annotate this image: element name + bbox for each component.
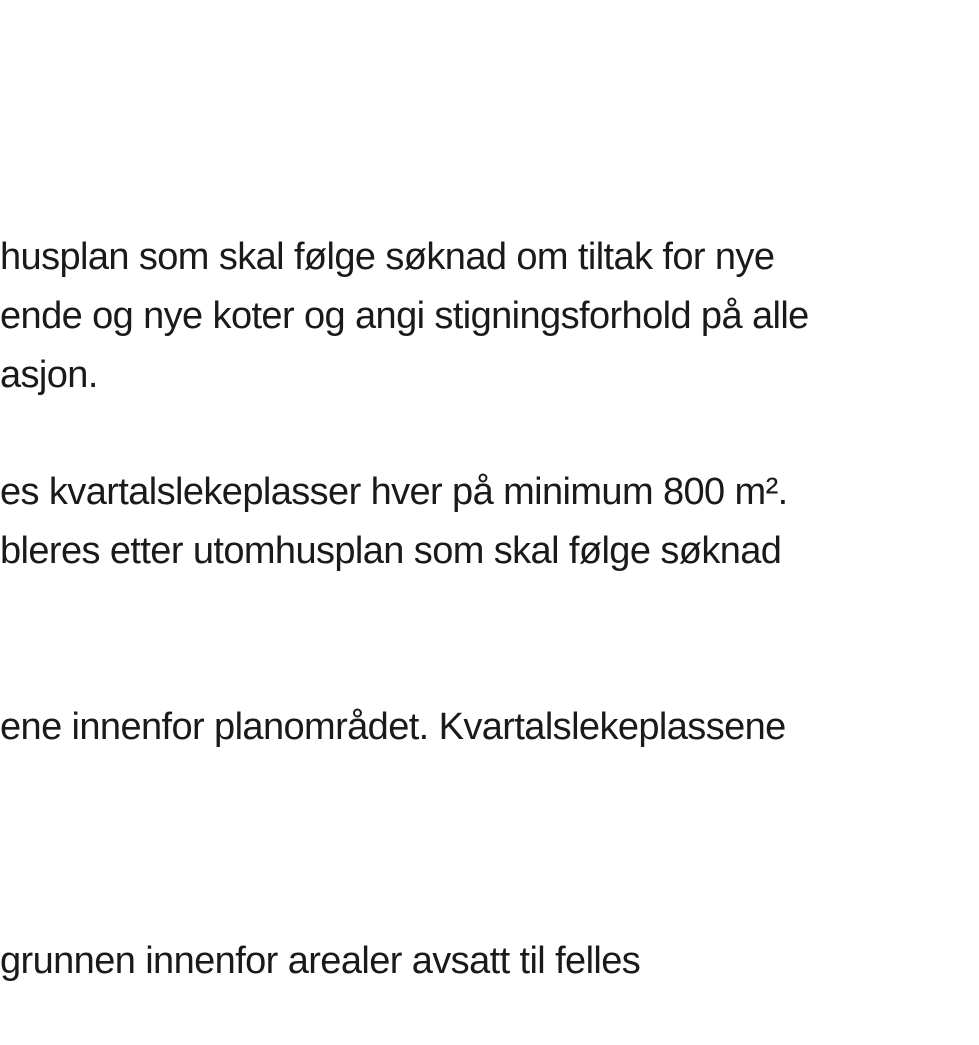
text-line-2: ende og nye koter og angi stigningsforhold på alle — [0, 295, 809, 337]
text-line-7: grunnen innenfor arealer avsatt til felles — [0, 940, 641, 982]
text-line-4: es kvartalslekeplasser hver på minimum 800 m². — [0, 471, 788, 513]
text-line-6: ene innenfor planområdet. Kvartalslekeplassene — [0, 706, 786, 748]
text-line-3: asjon. — [0, 354, 98, 396]
text-line-5: bleres etter utomhusplan som skal følge søknad — [0, 530, 782, 572]
text-line-1: husplan som skal følge søknad om tiltak for nye — [0, 236, 775, 278]
